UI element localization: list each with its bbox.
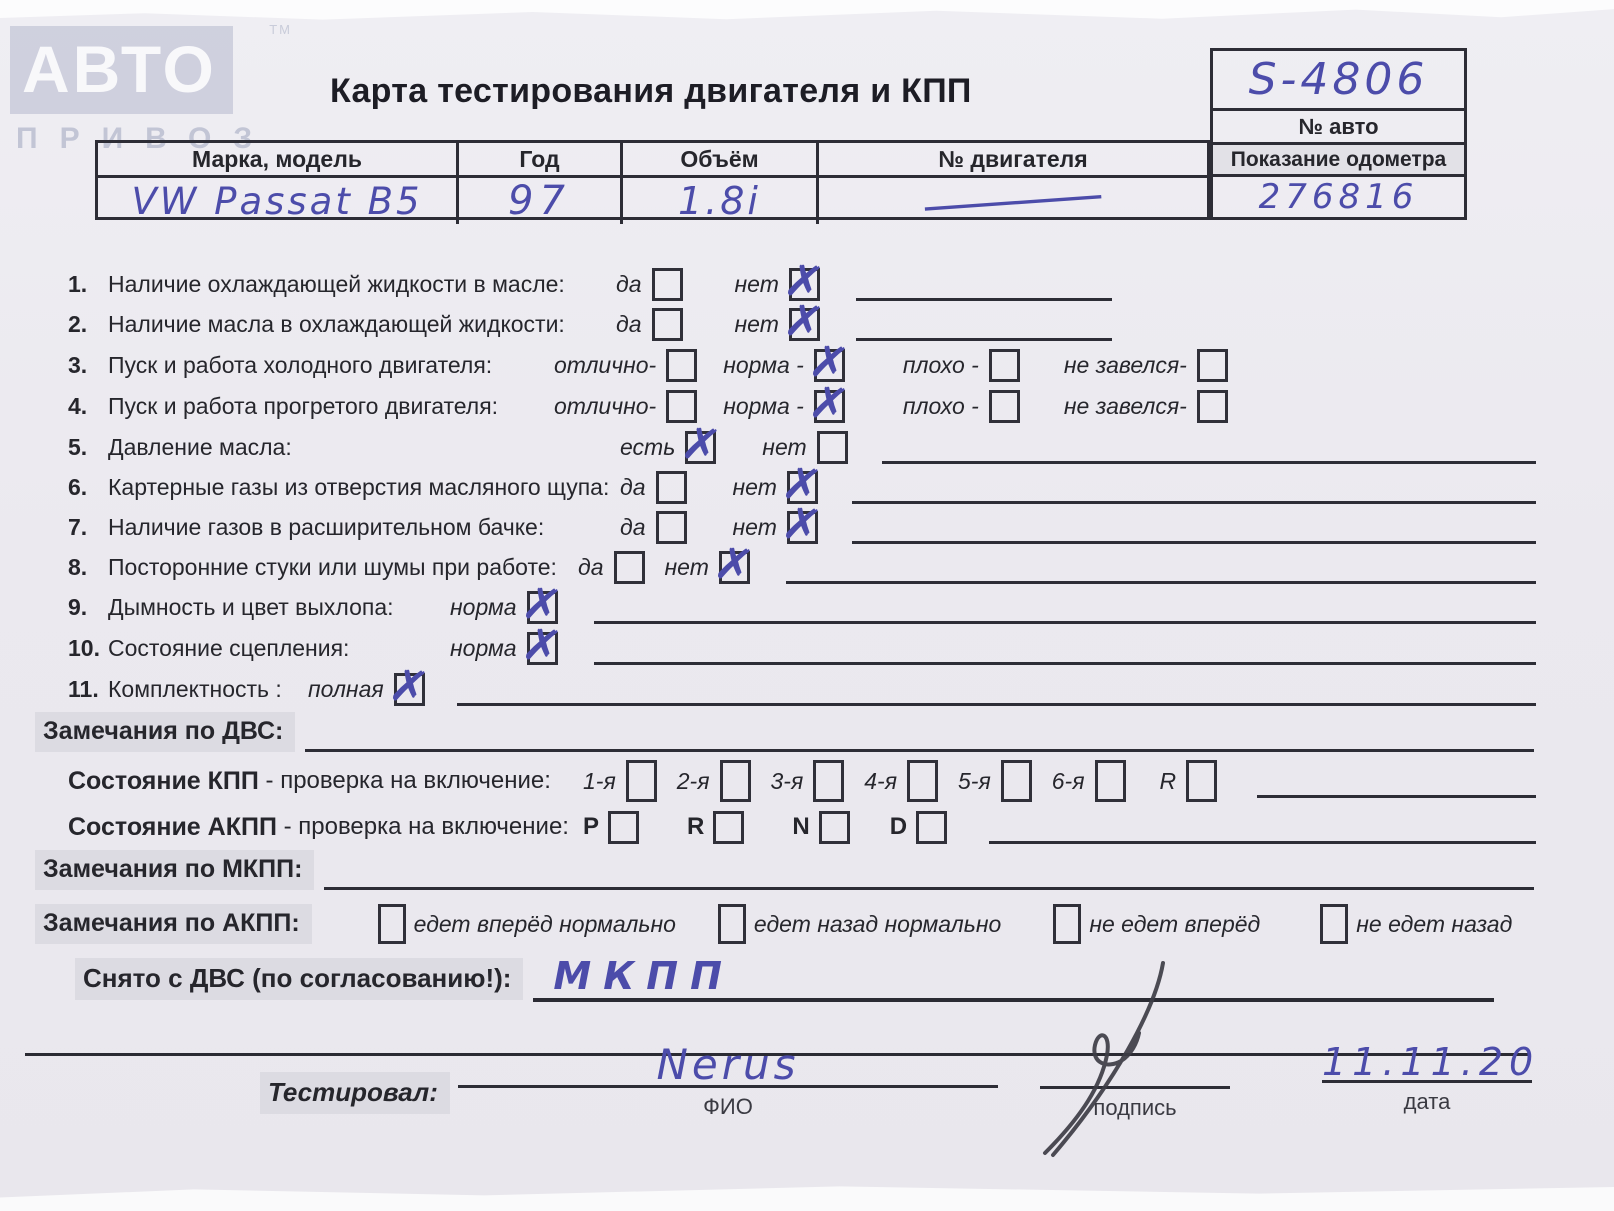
gear-5: 5-я [958,760,1032,802]
question-row-9 [68,587,1536,627]
option-ne-zavelsya: не завелся- [1064,349,1228,382]
checkbox[interactable] [685,431,716,464]
gear-2: 2-я [677,760,751,802]
question-number: 5. [68,433,88,460]
checkbox[interactable] [1001,760,1032,802]
date-value: 11.11.20 [1322,1040,1540,1084]
mode-r: R [687,811,744,844]
checkbox[interactable] [378,904,406,944]
question-number: 1. [68,270,88,297]
question-label: Наличие масла в охлаждающей жидкости: [108,310,565,337]
question-label: Наличие газов в расширительном бачке: [108,513,545,540]
question-number: 4. [68,392,88,419]
question-label: Состояние сцепления: [108,634,350,661]
blank-line [594,632,1536,665]
vehicle-table [95,140,1210,226]
year-header: Год [456,143,620,178]
akpp-option-no-back: не едет назад [1320,904,1512,944]
torn-paper-edge-bottom [0,1181,1614,1211]
akpp-label-bold: Состояние АКПП [68,812,277,841]
akpp-label-rest: - проверка на включение: [283,813,569,840]
option-da: да [616,268,683,301]
checkbox[interactable] [527,632,558,665]
avtoprivoz-logo [10,22,310,156]
remarks-mkpp-row [35,850,1534,890]
option-da: да [620,471,687,504]
question-number: 10. [68,634,100,661]
question-label: Комплектность : [108,675,282,702]
checkbox[interactable] [394,673,425,706]
question-label: Давление масла: [108,433,292,460]
blank-line [856,308,1112,341]
name-caption: ФИО [703,1094,753,1119]
checkbox[interactable] [666,349,697,382]
option-da: да [620,511,687,544]
blank-line [457,673,1536,706]
make-model-header: Марка, модель [98,143,456,178]
gear-r: R [1160,760,1218,802]
date-line [1322,1080,1532,1083]
checkbox[interactable] [787,511,818,544]
kpp-state-row [68,758,1536,804]
checkbox[interactable] [614,551,645,584]
odometer-value: 276816 [1258,177,1419,217]
question-number: 11. [68,675,99,702]
blank-line [852,471,1536,504]
question-number: 6. [68,473,88,500]
checkbox[interactable] [989,349,1020,382]
checkbox[interactable] [1197,349,1228,382]
checkbox[interactable] [652,268,683,301]
volume-value: 1.8i [620,178,816,224]
option-net: нет ✗ [665,551,750,584]
blank-line [989,811,1536,844]
option-otlichno: отлично- [554,349,697,382]
checkbox[interactable] [1320,904,1348,944]
option-norma: норма ✗ [450,632,558,665]
logo-sub-text: ПРИВОЗ [16,122,275,155]
akpp-option-forward-ok: едет вперёд нормально [378,904,676,944]
question-label: Пуск и работа прогретого двигателя: [108,392,499,419]
checkbox[interactable] [713,811,744,844]
tester-name-block [458,1040,998,1120]
question-label: Картерные газы из отверстия масляного щупа: [108,473,610,500]
remarks-dvs-row [35,712,1534,752]
checkbox[interactable] [814,390,845,423]
date-block [1322,1040,1540,1115]
trademark-mark: ТМ [269,22,292,37]
signature-caption: подпись [1093,1095,1177,1120]
mode-n: N [792,811,849,844]
question-row-4 [68,386,1536,426]
option-norma: норма - ✗ [723,390,845,423]
option-ploho: плохо - [903,349,1020,382]
checkbox[interactable] [1053,904,1081,944]
car-number-box [1210,48,1467,220]
question-row-2 [68,304,1536,344]
akpp-option-no-forward: не едет вперёд [1053,904,1260,944]
option-net: нет ✗ [733,471,818,504]
removed-value: МКПП [553,954,734,998]
checkbox[interactable] [656,511,687,544]
removed-label: Снято с ДВС (по согласованию!): [75,958,523,1000]
question-label: Пуск и работа холодного двигателя: [108,351,493,378]
kpp-label-bold: Состояние КПП [68,766,259,795]
tester-name: Nerus [656,1040,800,1089]
gear-3: 3-я [771,760,845,802]
blank-line [882,431,1536,464]
gear-4: 4-я [864,760,938,802]
blank-line [324,853,1534,890]
question-number: 2. [68,310,88,337]
remarks-dvs-label: Замечания по ДВС: [35,712,295,752]
signature [1015,955,1235,1170]
blank-line [594,591,1536,624]
engine-number-value [816,175,1207,226]
question-row-8 [68,547,1536,587]
odometer-header: Показание одометра [1213,145,1464,177]
option-net: нет ✗ [735,268,820,301]
checkbox[interactable] [989,390,1020,423]
checkbox[interactable] [819,811,850,844]
remarks-mkpp-label: Замечания по МКПП: [35,850,314,890]
engine-number-dash: — [923,175,1103,226]
option-ne-zavelsya: не завелся- [1064,390,1228,423]
blank-line [852,511,1536,544]
blank-line [786,551,1536,584]
option-da: да [578,551,645,584]
checkbox[interactable] [656,471,687,504]
blank-line [856,268,1112,301]
car-number-value: S-4806 [1213,51,1464,111]
year-value: 97 [456,178,620,224]
question-row-3 [68,345,1536,385]
option-ploho: плохо - [903,390,1020,423]
blank-line [1257,765,1536,798]
mode-d: D [890,811,947,844]
question-label: Посторонние стуки или шумы при работе: [108,553,557,580]
checkbox[interactable] [720,760,751,802]
option-polnaya: полная ✗ [308,673,425,706]
checkbox[interactable] [916,811,947,844]
checkbox[interactable] [813,760,844,802]
akpp-state-row [68,804,1536,850]
option-norma: норма - ✗ [723,349,845,382]
blank-line [305,715,1534,752]
checkbox[interactable] [652,308,683,341]
option-otlichno: отлично- [554,390,697,423]
gear-1: 1-я [583,760,657,802]
date-caption: дата [1403,1089,1451,1114]
engine-number-header: № двигателя [816,143,1207,178]
option-net: нет ✗ [735,308,820,341]
name-line [458,1085,998,1088]
gear-6: 6-я [1052,760,1126,802]
option-norma: норма ✗ [450,591,558,624]
checkbox[interactable] [907,760,938,802]
kpp-label-rest: - проверка на включение: [265,767,551,794]
question-number: 8. [68,553,88,580]
option-da: да [616,308,683,341]
removed-from-engine-row [75,946,1494,1002]
checkbox[interactable] [626,760,657,802]
option-net: нет [762,431,847,464]
option-net: нет ✗ [733,511,818,544]
make-model-value: VW Passat B5 [131,179,423,223]
akpp-option-back-ok: едет назад нормально [718,904,1001,944]
question-number: 7. [68,513,88,540]
checkbox[interactable] [1095,760,1126,802]
question-label: Дымность и цвет выхлопа: [108,593,394,620]
torn-paper-edge-top [0,0,1614,24]
tested-by-label: Тестировал: [260,1072,450,1114]
question-label: Наличие охлаждающей жидкости в масле: [108,270,565,297]
remarks-akpp-row [35,898,1534,950]
question-row-11 [68,669,1536,709]
checkbox[interactable] [718,904,746,944]
question-row-7 [68,507,1536,547]
question-row-10 [68,628,1536,668]
car-number-label: № авто [1213,111,1464,145]
checkbox[interactable] [1186,760,1217,802]
checkbox[interactable] [608,811,639,844]
logo-brand-text: АВТО [10,26,233,114]
option-est: есть ✗ [620,431,716,464]
checkbox[interactable] [719,551,750,584]
question-number: 9. [68,593,88,620]
checkbox[interactable] [817,431,848,464]
form-title: Карта тестирования двигателя и КПП [330,72,972,110]
question-number: 3. [68,351,88,378]
volume-header: Объём [620,143,816,178]
checkbox[interactable] [1197,390,1228,423]
mode-p: P [583,811,639,844]
remarks-akpp-label: Замечания по АКПП: [35,904,312,944]
